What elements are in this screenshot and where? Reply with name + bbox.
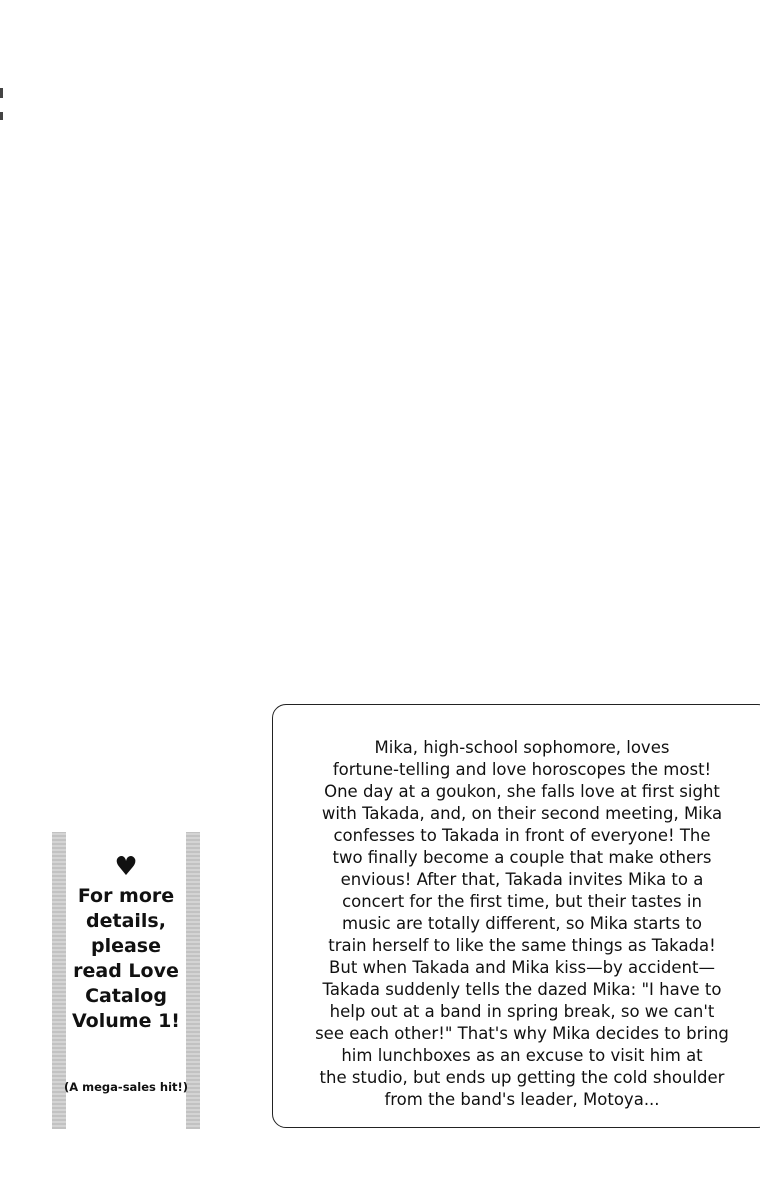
summary-line: from the band's leader, Motoya... <box>384 1090 660 1109</box>
scan-edge-mark <box>0 112 3 120</box>
summary-line: confesses to Takada in front of everyone! The <box>333 826 711 845</box>
summary-line: two finally become a couple that make others <box>332 848 712 867</box>
promo-column <box>52 832 200 1129</box>
summary-line: One day at a goukon, she falls love at first sight <box>324 782 720 801</box>
promo-note: (A mega-sales hit!) <box>63 1080 189 1094</box>
heart-icon: ♥ <box>114 852 138 882</box>
promo-line: Volume 1! <box>72 1010 180 1032</box>
summary-line: concert for the first time, but their tastes in <box>342 892 702 911</box>
promo-message <box>66 884 186 1034</box>
summary-line: Takada suddenly tells the dazed Mika: "I have to <box>322 980 722 999</box>
story-summary <box>273 737 760 1111</box>
story-summary-box <box>272 704 760 1128</box>
summary-line: see each other!" That's why Mika decides to bring <box>315 1024 729 1043</box>
summary-line: music are totally different, so Mika starts to <box>341 914 703 933</box>
promo-line: read Love <box>73 960 179 982</box>
summary-line: him lunchboxes as an excuse to visit him at <box>341 1046 703 1065</box>
scan-edge-mark <box>0 88 3 98</box>
summary-line: with Takada, and, on their second meeting, Mika <box>321 804 723 823</box>
promo-line: please <box>90 935 162 957</box>
summary-line: envious! After that, Takada invites Mika to a <box>340 870 704 889</box>
summary-line: But when Takada and Mika kiss—by accident— <box>329 958 715 977</box>
summary-line: fortune-telling and love horoscopes the most! <box>332 760 712 779</box>
summary-line: help out at a band in spring break, so we can't <box>329 1002 715 1021</box>
summary-line: Mika, high-school sophomore, loves <box>374 738 670 757</box>
promo-line: Catalog <box>85 985 167 1007</box>
summary-line: the studio, but ends up getting the cold shoulder <box>319 1068 725 1087</box>
promo-line: For more <box>77 885 175 907</box>
promo-content <box>63 832 189 1129</box>
promo-line: details, <box>86 910 166 932</box>
summary-line: train herself to like the same things as Takada! <box>328 936 716 955</box>
